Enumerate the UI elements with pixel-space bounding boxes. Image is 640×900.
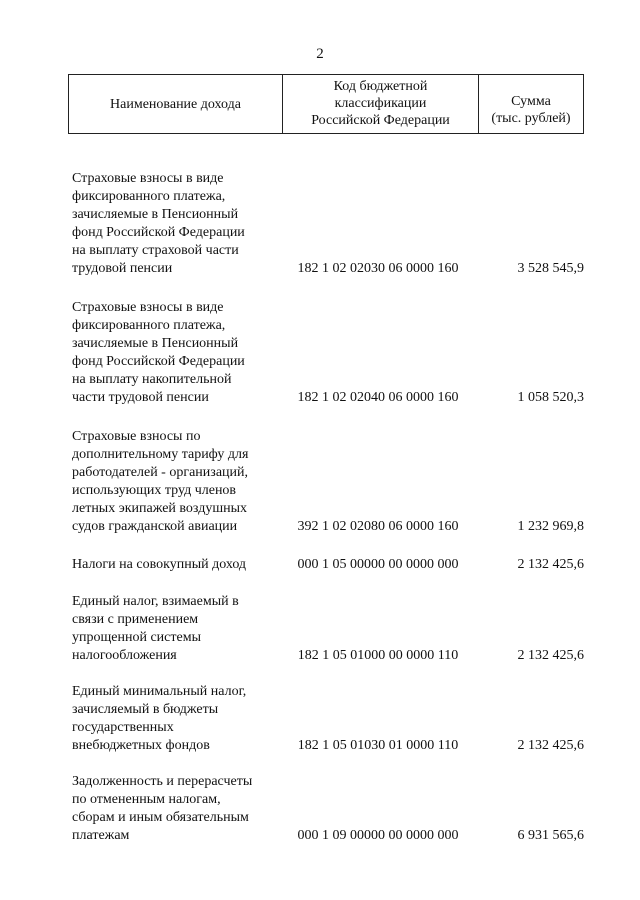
income-name-line: Единый налог, взимаемый в [72,594,239,609]
income-name-line: летных экипажей воздушных [72,501,248,516]
income-name-line: фиксированного платежа, [72,189,226,204]
income-name-line: связи с применением [72,612,199,627]
income-name-line: фиксированного платежа, [72,318,226,333]
income-name-line: налогообложения [72,648,177,663]
income-name-line: Налоги на совокупный доход [72,557,247,572]
income-name-line: Страховые взносы по [72,429,201,444]
amount-cell: 2 132 425,6 [517,648,584,663]
income-name-line: Страховые взносы в виде [72,300,224,315]
table-row [72,556,584,574]
header-sum-line: (тыс. рублей) [491,111,571,126]
amount-cell: 2 132 425,6 [517,557,584,572]
income-name-cell [72,170,280,278]
income-name-cell [72,299,280,407]
header-name-cell [69,75,283,133]
table-row [72,683,584,755]
income-name-line: на выплату накопительной [72,372,232,387]
table-row [72,593,584,665]
income-name-line: зачисляемый в бюджеты [72,702,219,717]
income-name-line: трудовой пенсии [72,261,173,276]
income-name-line: судов гражданской авиации [72,519,238,534]
income-name-cell [72,556,280,574]
income-name-line: фонд Российской Федерации [72,354,245,369]
amount-cell: 3 528 545,9 [517,261,584,276]
income-name-line: сборам и иным обязательным [72,810,249,825]
header-code-line: классификации [334,96,427,111]
income-name-line: Страховые взносы в виде [72,171,224,186]
budget-code-cell: 000 1 05 00000 00 0000 000 [297,557,459,572]
income-name-line: работодателей - организаций, [72,465,249,480]
income-name-line: фонд Российской Федерации [72,225,245,240]
header-sum-line: Сумма [511,94,551,109]
table-row [72,299,584,407]
income-name-line: платежам [72,828,130,843]
budget-code-cell: 182 1 05 01030 01 0000 110 [297,738,459,753]
income-name-line: зачисляемые в Пенсионный [72,207,239,222]
budget-code-cell: 392 1 02 02080 06 0000 160 [297,519,459,534]
income-name-cell [72,773,280,845]
budget-code-cell: 182 1 02 02040 06 0000 160 [297,390,459,405]
table-row [72,773,584,845]
income-name-cell [72,428,280,536]
income-name-line: использующих труд членов [72,483,237,498]
income-name-line: государственных [72,720,174,735]
header-code-cell [283,75,479,133]
income-name-line: по отмененным налогам, [72,792,221,807]
header-sum-cell [479,75,583,133]
income-name-line: упрощенной системы [72,630,201,645]
budget-code-cell: 182 1 02 02030 06 0000 160 [297,261,459,276]
income-name-line: Единый минимальный налог, [72,684,247,699]
amount-cell: 1 058 520,3 [517,390,584,405]
income-name-line: части трудовой пенсии [72,390,209,405]
income-name-line: зачисляемые в Пенсионный [72,336,239,351]
income-name-line: на выплату страховой части [72,243,239,258]
income-name-cell [72,593,280,665]
header-code-line: Российской Федерации [311,113,450,128]
amount-cell: 6 931 565,6 [517,828,584,843]
table-header [68,74,584,134]
budget-code-cell: 000 1 09 00000 00 0000 000 [297,828,459,843]
header-name-label: Наименование дохода [110,97,241,112]
income-table-body [72,152,584,845]
income-name-line: дополнительному тарифу для [72,447,249,462]
amount-cell: 1 232 969,8 [517,519,584,534]
header-code-line: Код бюджетной [333,79,428,94]
income-name-cell [72,683,280,755]
amount-cell: 2 132 425,6 [517,738,584,753]
page-number: 2 [316,46,324,62]
table-row [72,170,584,278]
table-row [72,428,584,536]
income-name-line: Задолженность и перерасчеты [72,774,253,789]
budget-code-cell: 182 1 05 01000 00 0000 110 [297,648,459,663]
income-name-line: внебюджетных фондов [72,738,210,753]
